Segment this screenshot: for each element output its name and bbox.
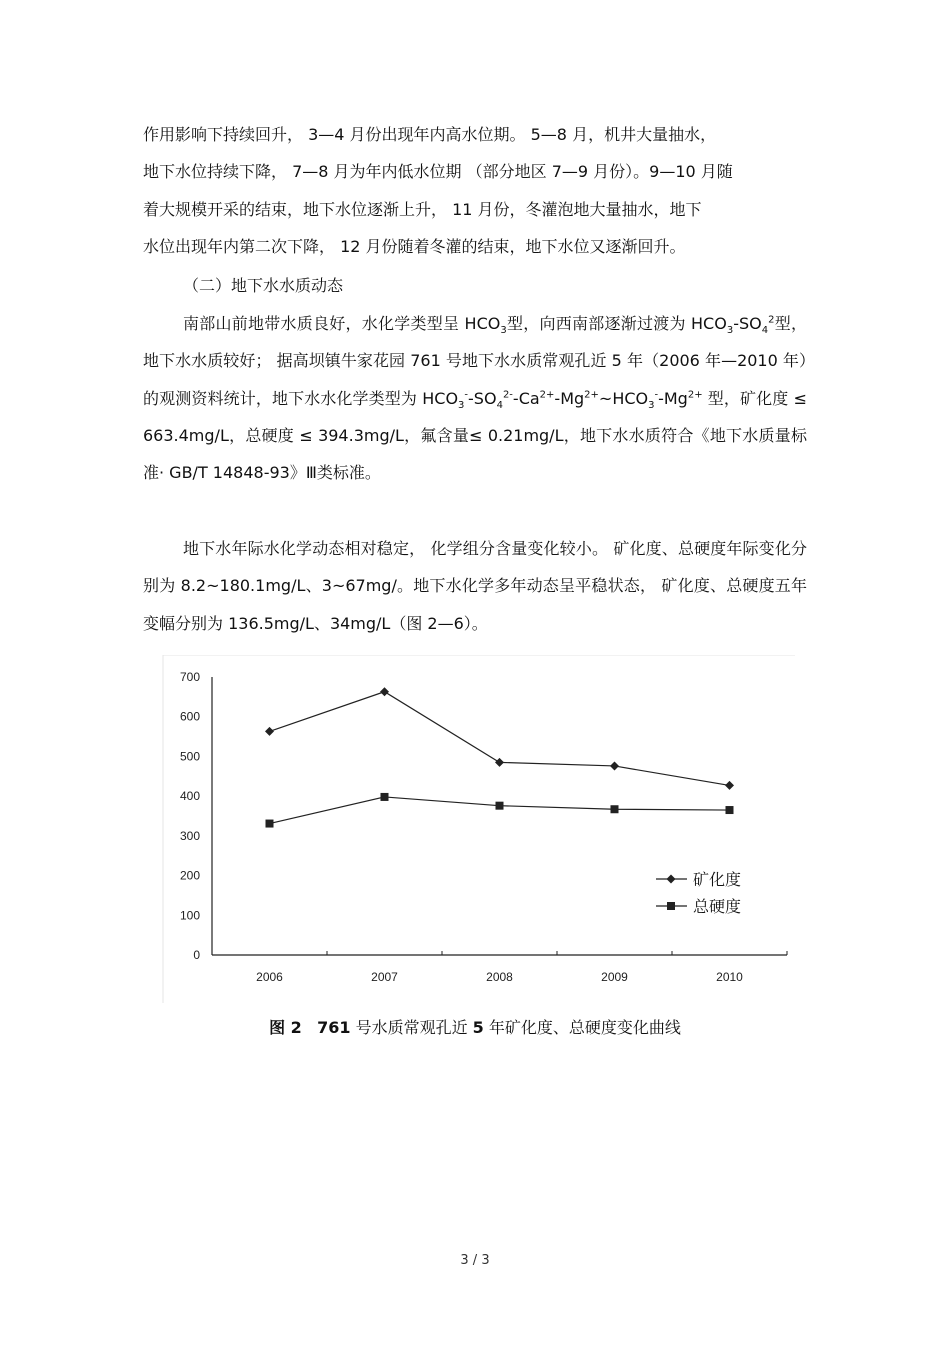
p2-seg-g: -Mg [554, 388, 585, 408]
paragraph-annual-dynamics: 地下水年际水化学动态相对稳定， 化学组分含量变化较小。 矿化度、总硬度年际变化分别为 8.2~180.1mg/L、3~67mg/。地下水化学多年动态呈平稳状态， 矿化度、总硬度五年变幅分别为 136.5mg/L、34mg/L（图 2—6）。 [143, 539, 807, 633]
p2-seg-h: ~HCO [598, 388, 649, 408]
caption-text-b: 年矿化度、总硬度变化曲线 [483, 1018, 681, 1037]
y-tick-label-300: 300 [179, 828, 200, 843]
series-1-point-2010 [726, 806, 734, 814]
p2-sup-g: 2+ [584, 389, 599, 401]
series-0-point-2010 [725, 781, 734, 790]
series-1-point-2008 [496, 802, 504, 810]
p1-line1: 作用影响下持续回升， 3—4 月份出现年内高水位期。 5—8 月，机井大量抽水， [143, 125, 717, 144]
p2-sup-e: 2- [502, 389, 513, 401]
page-number: 3 / 3 [460, 1253, 490, 1268]
chart-legend [656, 871, 741, 916]
p1-line3: 着大规模开采的结束，地下水位逐渐上升， 11 月份，冬灌泡地大量抽水，地下 [143, 199, 702, 219]
p2-sub-c: 4 [761, 325, 769, 337]
p2-seg-f: -Ca [512, 388, 540, 408]
x-tick-label-2008: 2008 [486, 970, 513, 984]
p2-sup-f: 2+ [539, 389, 555, 401]
p2-seg-b: 型，向西南部逐渐过渡为 HCO [506, 314, 727, 333]
p2-sup-i: 2+ [687, 389, 703, 401]
p2-sup-c: 2 [768, 314, 775, 326]
x-tick-label-2006: 2006 [256, 970, 283, 984]
series-1-point-2009 [611, 805, 619, 813]
p2-sub-b: 3 [726, 325, 734, 337]
y-tick-label-700: 700 [179, 670, 200, 684]
series-line-1 [270, 797, 730, 824]
x-tick-label-2010: 2010 [716, 970, 743, 984]
p1-line4: 水位出现年内第二次下降， 12 月份随着冬灌的结束，地下水位又逐渐回升。 [143, 236, 686, 256]
p2-seg-a: 南部山前地带水质良好，水化学类型呈 HCO [183, 314, 501, 333]
paragraph-water-quality [143, 305, 807, 491]
x-tick-labels [256, 951, 787, 984]
p2-seg-c: -SO [733, 314, 762, 333]
y-tick-label-0: 0 [193, 948, 200, 962]
y-tick-label-600: 600 [179, 709, 200, 724]
figure-caption [0, 1016, 950, 1040]
figure-chart [160, 655, 795, 1003]
section-heading: （二）地下水水质动态 [183, 276, 344, 295]
line-chart [160, 655, 795, 1003]
series-1-point-2007 [381, 793, 389, 801]
series-1-point-2006 [266, 820, 274, 828]
p2-sup-d: - [464, 389, 469, 401]
legend-marker-1 [667, 902, 675, 910]
legend-marker-0 [667, 875, 676, 884]
paragraph-water-level [143, 116, 807, 265]
p2-sub-e: 4 [496, 399, 503, 411]
legend-label-0: 矿化度 [693, 872, 742, 889]
caption-text-a: 号水质常观孔近 [350, 1018, 473, 1037]
series-0-point-2006 [265, 727, 274, 736]
caption-fig-num: 761 [317, 1018, 351, 1037]
p2-seg-d: 型，地下水水质较好； 据高坝镇牛家花园 761 号地下水水质常观孔近 5 年（2006 年—2010 年）的观测资料统计，地下水水化学类型为 HCO [143, 314, 807, 408]
legend-label-1: 总硬度 [693, 899, 742, 916]
p2-seg-i: -Mg [658, 388, 688, 408]
y-tick-label-500: 500 [179, 749, 200, 764]
x-tick-label-2007: 2007 [371, 970, 398, 984]
p2-sub-d: 3 [458, 399, 465, 411]
series-0-point-2009 [610, 761, 619, 770]
y-tick-label-200: 200 [179, 868, 200, 883]
p2-sub-a: 3 [500, 325, 507, 337]
x-tick-label-2009: 2009 [601, 970, 628, 984]
y-tick-label-400: 400 [179, 789, 200, 804]
series-0-point-2008 [495, 758, 504, 767]
p2-seg-e: -SO [468, 388, 497, 408]
p2-sub-h: 3 [648, 399, 655, 411]
p2-sup-h: - [654, 389, 659, 401]
series-0-point-2007 [380, 687, 389, 696]
p2-seg-j: 型，矿化度 ≤ 663.4mg/L，总硬度 ≤ 394.3mg/L，氟含量≤ 0.21mg/L，地下水水质符合《地下水质量标准· GB/T 14848-93》Ⅲ类标准。 [143, 388, 807, 483]
p1-line2: 地下水位持续下降， 7—8 月为年内低水位期 （部分地区 7—9 月份）。9—10 月随 [143, 162, 733, 182]
caption-num-years: 5 [472, 1018, 484, 1037]
series-line-0 [270, 692, 730, 786]
y-tick-label-100: 100 [179, 908, 200, 923]
caption-fig-label: 图 2 [269, 1018, 302, 1037]
y-tick-labels [180, 670, 200, 962]
data-series [265, 687, 734, 827]
